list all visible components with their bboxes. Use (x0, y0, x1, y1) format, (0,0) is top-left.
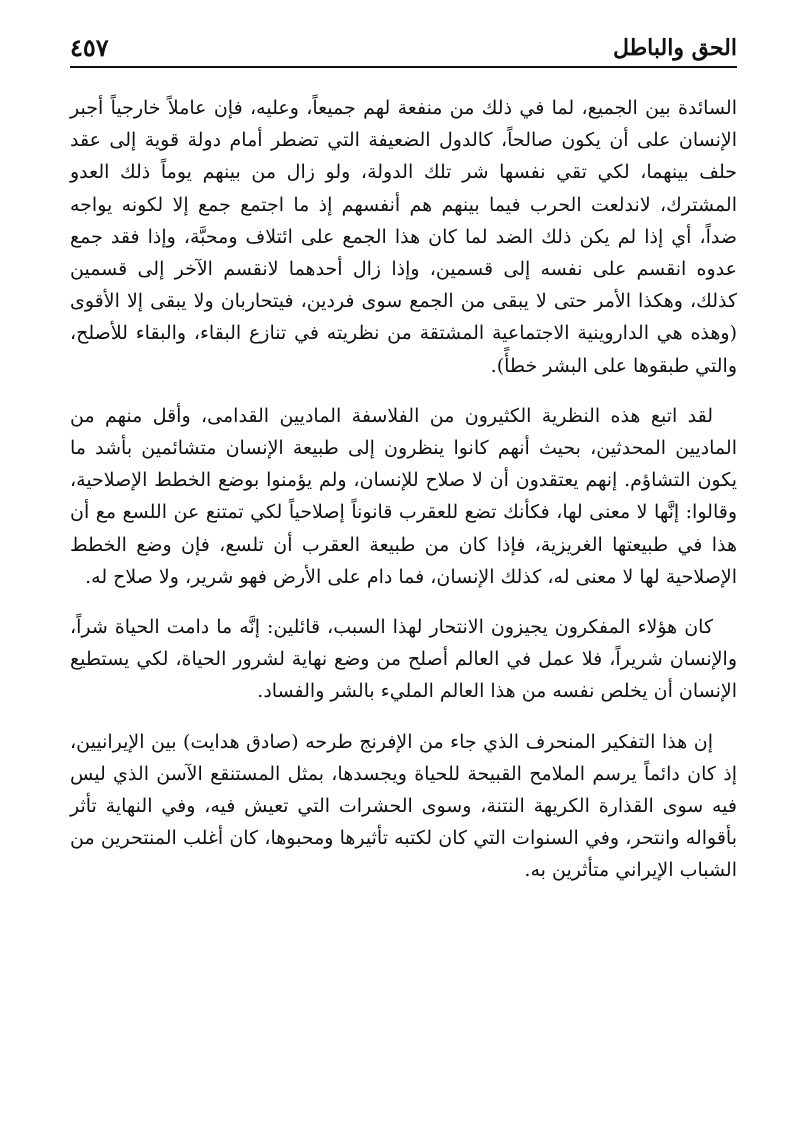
page-header (70, 22, 737, 68)
running-title: الحق والباطل (613, 35, 737, 61)
paragraph: كان هؤلاء المفكرون يجيزون الانتحار لهذا السبب، قائلين: إنَّه ما دامت الحياة شراً، والإنسان شريراً، فلا عمل في العالم أصلح من وضع نهاية لشرور الحياة، لكي يستطيع الإنسان أن يخلص نفسه من هذا العالم المليء بالشر والفساد. (70, 616, 737, 703)
paragraph: إن هذا التفكير المنحرف الذي جاء من الإفرنج طرحه (صادق هدايت) بين الإيرانيين، إذ كان دائماً يرسم الملامح القبيحة للحياة ويجسدها، بمثل المستنقع الآسن الذي ليس فيه سوى القذارة الكريهة النتنة، وسوى الحشرات التي تعيش فيه، وفي النهاية تأثر بأقواله وانتحر، وفي السنوات التي كان لكتبه تأثيرها ومحبوها، كان أغلب المنتحرين من الشباب الإيراني متأثرين به. (70, 730, 737, 882)
paragraph: السائدة بين الجميع، لما في ذلك من منفعة لهم جميعاً، وعليه، فإن عاملاً خارجياً أجبر الإنسان على أن يكون صالحاً، كالدول الضعيفة التي تضطر أمام دولة قوية إلى عقد حلف بينهما، لكي تقي نفسها شر تلك الدولة، ولو زال من بينهم يوماً ذلك العدو المشترك، لاندلعت الحرب فيما بينهم هم أنفسهم إذ ما اجتمع جمع إلا لكونه يواجه ضداً، أي إذا لم يكن ذلك الضد لما كان هذا الجمع على ائتلاف ومحبَّة، وإذا فقد جمع عدوه انقسم على نفسه إلى قسمين، وإذا زال أحدهما لانقسم الآخر إلى قسمين كذلك، وهكذا الأمر حتى لا يبقى من الجمع سوى فردين، فيتحاربان ولا يبقى إلا الأقوى (وهذه هي الداروينية الاجتماعية المشتقة من نظريته في تنازع البقاء، والبقاء للأصلح، والتي طبقوها على البشر خطأً). (70, 97, 737, 377)
page-body (70, 92, 737, 905)
paragraph: لقد اتبع هذه النظرية الكثيرون من الفلاسفة الماديين القدامى، وأقل منهم من الماديين المحدثين، بحيث أنهم كانوا ينظرون إلى طبيعة الإنسان متشائمين بأشد ما يكون التشاؤم. إنهم يعتقدون أن لا صلاح للإنسان، ولم يؤمنوا بوضع الخطط الإصلاحية، وقالوا: إنَّها لا معنى لها، فكأنك تضع للعقرب قانوناً إصلاحياً لكي تمتنع عن اللسع مع أن هذا في طبيعتها الغريزية، فإذا كان من طبيعة العقرب أن تلسع، فإن وضع الخطط الإصلاحية لها لا معنى له، كذلك الإنسان، فما دام على الأرض فهو شرير، ولا صلاح له. (70, 404, 737, 588)
page-number: ٤٥٧ (70, 33, 109, 62)
